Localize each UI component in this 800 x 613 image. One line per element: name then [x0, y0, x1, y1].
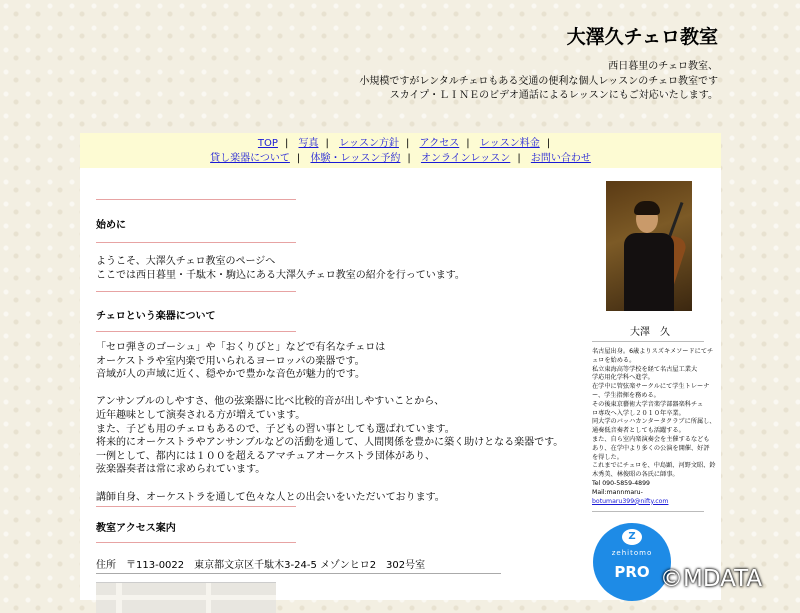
section-heading-access: 教室アクセス案内 [96, 523, 176, 534]
text-line: 近年趣味として演奏される方が増えています。 [96, 409, 306, 421]
nav-link-rental[interactable]: 貸し楽器について [210, 152, 290, 164]
site-intro [359, 60, 718, 104]
cello-paragraph [96, 341, 563, 504]
nav-separator: | [405, 138, 410, 149]
section-heading-cello: チェロという楽器について [96, 311, 216, 322]
nav-row-1 [80, 137, 721, 152]
nav-row-2 [80, 152, 721, 167]
nav-separator: | [546, 138, 551, 149]
bio-line: 在学中に管弦楽サークルにて学生トレーナ [592, 383, 710, 391]
text-line: ようこそ、大澤久チェロ教室のページへ [96, 256, 276, 267]
text-line: 将来的にオーケストラやアンサンブルなどの活動を通して、人間関係を豊かに築く助けとなる楽器です。 [96, 437, 564, 449]
zehitomo-logo-icon: Z [622, 529, 642, 545]
text-line: 「セロ弾きのゴーシュ」や「おくりびと」などで有名なチェロは [96, 342, 386, 353]
nav-link-top[interactable]: TOP [257, 138, 278, 149]
nav-separator: | [517, 152, 521, 164]
map-road [206, 583, 211, 613]
site-title: 大澤久チェロ教室 [566, 26, 718, 48]
teacher-name: 大澤 久 [630, 327, 670, 338]
text-line [96, 382, 563, 396]
body-shape [624, 233, 674, 311]
bio-line: 学応用化学科へ進学。 [592, 374, 654, 382]
bio-line: その後東京藝術大学音楽学部器楽科チェ [592, 400, 704, 408]
nav-link-policy[interactable]: レッスン方針 [339, 138, 399, 149]
nav-link-online[interactable]: オンラインレッスン [420, 152, 511, 164]
intro-paragraph [96, 255, 465, 282]
bio-line: これまでにチェロを、中島顕、河野文昭、鈴 [592, 462, 716, 470]
teacher-bio [592, 348, 716, 506]
bio-line: 通奏低音奏者としても活躍する。 [592, 427, 685, 435]
main-content [80, 168, 721, 600]
bio-line: ー、学生指揮を務める。 [592, 391, 660, 399]
bio-line: 私立東海高等学校を経て名古屋工業大 [592, 365, 698, 373]
nav-link-contact[interactable]: お問い合わせ [530, 152, 591, 164]
text-line: 弦楽器奏者は常に求められています。 [96, 464, 266, 476]
divider [96, 542, 296, 543]
access-map[interactable] [96, 582, 276, 613]
nav-separator: | [284, 138, 289, 149]
divider [96, 573, 501, 574]
nav-link-fees[interactable]: レッスン料金 [479, 138, 540, 149]
badge-pro-text: PRO [614, 563, 650, 581]
bio-line: また、自ら室内楽演奏会を主催するなども [592, 435, 710, 443]
nav-link-trial[interactable]: 体験・レッスン予約 [310, 152, 401, 164]
teacher-photo [606, 181, 692, 311]
bio-line: 木秀美、林俊昭の各氏に師事。 [592, 471, 679, 479]
hair-shape [634, 201, 660, 215]
intro-line: 小規模ですがレンタルチェロもある交通の便利な個人レッスンのチェロ教室です [359, 75, 718, 87]
navigation-bar [80, 133, 721, 168]
watermark: ©MDATA [660, 566, 763, 592]
bio-line: 同大学のバッハカンタータクラブに所属し、 [592, 418, 716, 426]
nav-link-access[interactable]: アクセス [419, 138, 460, 149]
text-line: 一例として、都内には１００を超えるアマチュアオーケストラ団体があり、 [96, 450, 435, 462]
text-line: また、子ども用のチェロもあるので、子どもの習い事としても選ばれています。 [96, 423, 455, 435]
bio-mail-label: Mail:mannmaru- [592, 488, 643, 496]
bio-phone: Tel 090-5859-4899 [592, 479, 650, 487]
nav-separator: | [325, 138, 329, 149]
nav-separator: | [407, 152, 411, 164]
bio-line: を得した。 [592, 453, 623, 461]
divider [96, 291, 296, 292]
intro-line: 西日暮里のチェロ教室、 [608, 61, 718, 72]
text-line: 講師自身、オーケストラを通して色々な人との出会いをいただいております。 [96, 491, 445, 503]
section-heading-intro: 始めに [96, 220, 126, 231]
text-line: オーケストラや室内楽で用いられるヨーロッパの楽器です。 [96, 355, 365, 367]
map-road [96, 595, 276, 600]
text-line [96, 477, 563, 491]
bio-line: ロ専攻へ入学し２０１０年卒業。 [592, 409, 685, 417]
bio-line: ェロを始める。 [592, 356, 636, 364]
text-line: アンサンブルのしやすさ、他の弦楽器に比べ比較的音が出しやすいことから、 [96, 396, 445, 408]
address-text: 住所 〒113-0022 東京都文京区千駄木3-24-5 メゾンヒロ2 302号室 [96, 560, 426, 571]
text-line: ここでは西日暮里・千駄木・駒込にある大澤久チェロ教室の紹介を行っています。 [96, 269, 465, 281]
intro-line: スカイプ・ＬＩＮＥのビデオ通話によるレッスンにもご対応いたします。 [389, 90, 718, 101]
divider [592, 511, 704, 512]
nav-separator: | [296, 152, 301, 164]
text-line: 音域が人の声域に近く、穏やかで豊かな音色が魅力的です。 [96, 369, 365, 381]
divider [96, 506, 296, 507]
divider [96, 242, 296, 243]
divider [96, 199, 296, 200]
nav-link-photos[interactable]: 写真 [298, 138, 319, 149]
nav-separator: | [466, 138, 470, 149]
divider [592, 341, 704, 342]
bio-line: あり、在学中より多くの公演を開催、好評 [592, 444, 710, 452]
bio-mail-link[interactable]: botumaru399@nifty.com [592, 497, 669, 505]
badge-brand-text: zehitomo [611, 549, 653, 557]
bio-line: 名古屋出身。6歳よりスズキメソードにてチ [592, 348, 714, 355]
divider [96, 331, 296, 332]
